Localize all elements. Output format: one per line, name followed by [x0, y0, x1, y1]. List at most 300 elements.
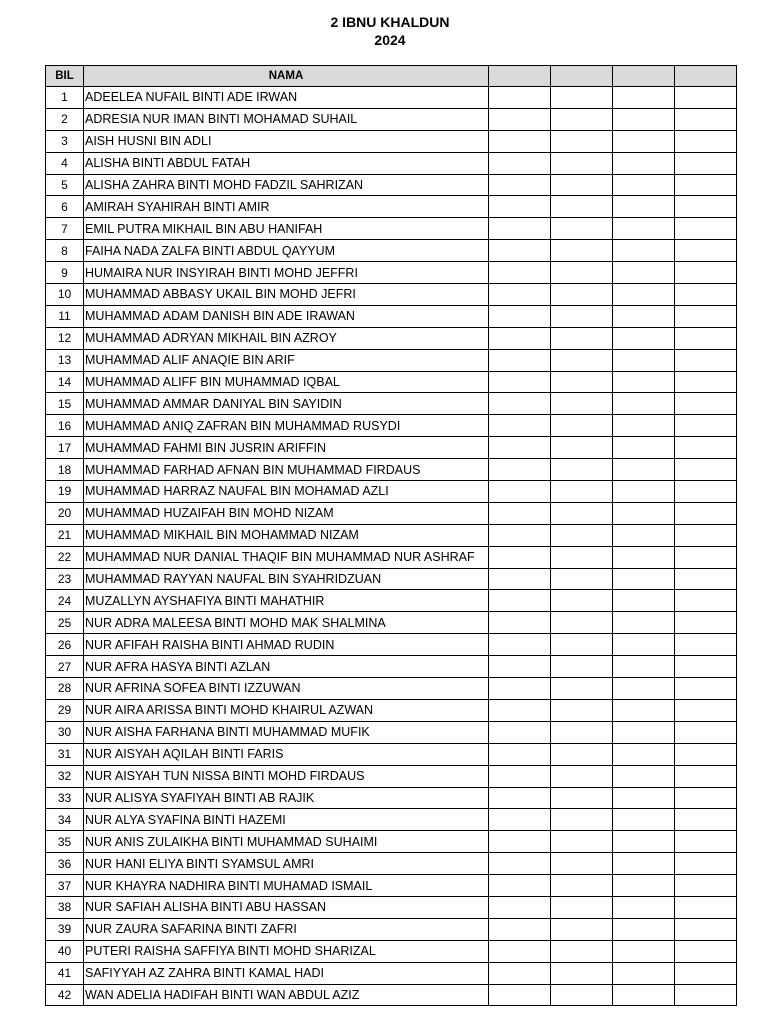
blank-cell [675, 152, 737, 174]
student-name: MUHAMMAD NUR DANIAL THAQIF BIN MUHAMMAD NUR ASHRAF [84, 546, 489, 568]
table-row [46, 349, 737, 371]
student-name: ADRESIA NUR IMAN BINTI MOHAMAD SUHAIL [84, 108, 489, 130]
blank-cell [613, 896, 675, 918]
table-row [46, 678, 737, 700]
page-year: 2024 [374, 32, 406, 48]
blank-cell [675, 809, 737, 831]
row-number: 40 [46, 940, 84, 962]
blank-cell [613, 590, 675, 612]
blank-cell [489, 108, 551, 130]
blank-cell [551, 984, 613, 1006]
row-number: 15 [46, 393, 84, 415]
blank-cell [613, 918, 675, 940]
blank-cell [551, 196, 613, 218]
blank-cell [489, 152, 551, 174]
blank-cell [551, 940, 613, 962]
blank-cell [675, 590, 737, 612]
blank-cell [489, 502, 551, 524]
table-row [46, 481, 737, 503]
table-row [46, 218, 737, 240]
table-row [46, 853, 737, 875]
blank-cell [675, 678, 737, 700]
blank-cell [489, 743, 551, 765]
table-body [46, 87, 737, 1006]
blank-cell [489, 240, 551, 262]
blank-cell [489, 305, 551, 327]
row-number: 4 [46, 152, 84, 174]
student-name: NUR KHAYRA NADHIRA BINTI MUHAMAD ISMAIL [84, 875, 489, 897]
blank-cell [551, 524, 613, 546]
blank-cell [675, 87, 737, 109]
blank-cell [675, 481, 737, 503]
blank-cell [489, 721, 551, 743]
blank-cell [551, 853, 613, 875]
row-number: 42 [46, 984, 84, 1006]
blank-cell [613, 546, 675, 568]
blank-cell [551, 809, 613, 831]
table-row [46, 371, 737, 393]
row-number: 31 [46, 743, 84, 765]
blank-cell [675, 284, 737, 306]
student-name: NUR ADRA MALEESA BINTI MOHD MAK SHALMINA [84, 612, 489, 634]
table-row [46, 174, 737, 196]
blank-cell [675, 831, 737, 853]
blank-cell [675, 393, 737, 415]
blank-cell [675, 240, 737, 262]
blank-cell [551, 568, 613, 590]
row-number: 12 [46, 327, 84, 349]
blank-cell [613, 962, 675, 984]
table-row [46, 415, 737, 437]
blank-cell [613, 678, 675, 700]
blank-cell [551, 590, 613, 612]
blank-cell [489, 918, 551, 940]
blank-cell [675, 415, 737, 437]
blank-cell [489, 634, 551, 656]
blank-cell [551, 108, 613, 130]
student-name: ALISHA BINTI ABDUL FATAH [84, 152, 489, 174]
row-number: 5 [46, 174, 84, 196]
blank-cell [675, 656, 737, 678]
row-number: 39 [46, 918, 84, 940]
blank-cell [675, 349, 737, 371]
table-row [46, 546, 737, 568]
table-row [46, 459, 737, 481]
blank-cell [489, 765, 551, 787]
student-name: NUR ANIS ZULAIKHA BINTI MUHAMMAD SUHAIMI [84, 831, 489, 853]
blank-cell [489, 218, 551, 240]
blank-cell [613, 853, 675, 875]
blank-cell [551, 305, 613, 327]
blank-cell [675, 787, 737, 809]
blank-cell [551, 634, 613, 656]
blank-cell [613, 327, 675, 349]
table-row [46, 831, 737, 853]
column-header-nama: NAMA [84, 66, 489, 87]
blank-cell [551, 656, 613, 678]
table-row [46, 787, 737, 809]
blank-cell [675, 984, 737, 1006]
blank-cell [489, 87, 551, 109]
row-number: 11 [46, 305, 84, 327]
table-row [46, 962, 737, 984]
blank-cell [613, 656, 675, 678]
student-name: AMIRAH SYAHIRAH BINTI AMIR [84, 196, 489, 218]
blank-cell [551, 393, 613, 415]
blank-cell [551, 875, 613, 897]
student-name: AISH HUSNI BIN ADLI [84, 130, 489, 152]
blank-cell [489, 415, 551, 437]
student-name: MUHAMMAD HUZAIFAH BIN MOHD NIZAM [84, 502, 489, 524]
row-number: 19 [46, 481, 84, 503]
row-number: 25 [46, 612, 84, 634]
table-row [46, 634, 737, 656]
student-name: NUR AFIFAH RAISHA BINTI AHMAD RUDIN [84, 634, 489, 656]
blank-cell [613, 87, 675, 109]
blank-cell [551, 546, 613, 568]
blank-cell [551, 152, 613, 174]
student-name: WAN ADELIA HADIFAH BINTI WAN ABDUL AZIZ [84, 984, 489, 1006]
row-number: 29 [46, 699, 84, 721]
table-row [46, 87, 737, 109]
student-name: MUHAMMAD ALIFF BIN MUHAMMAD IQBAL [84, 371, 489, 393]
blank-cell [551, 787, 613, 809]
blank-cell [613, 284, 675, 306]
table-row [46, 393, 737, 415]
blank-cell [489, 327, 551, 349]
row-number: 21 [46, 524, 84, 546]
blank-cell [489, 853, 551, 875]
blank-cell [551, 831, 613, 853]
blank-cell [675, 524, 737, 546]
table-row [46, 918, 737, 940]
blank-cell [613, 130, 675, 152]
blank-cell [551, 415, 613, 437]
row-number: 3 [46, 130, 84, 152]
student-name: NUR AIRA ARISSA BINTI MOHD KHAIRUL AZWAN [84, 699, 489, 721]
table-row [46, 502, 737, 524]
blank-cell [551, 371, 613, 393]
blank-cell [489, 940, 551, 962]
row-number: 2 [46, 108, 84, 130]
student-name: MUHAMMAD AMMAR DANIYAL BIN SAYIDIN [84, 393, 489, 415]
blank-cell [551, 327, 613, 349]
blank-cell [613, 875, 675, 897]
blank-cell [489, 831, 551, 853]
student-name: PUTERI RAISHA SAFFIYA BINTI MOHD SHARIZAL [84, 940, 489, 962]
blank-cell [489, 524, 551, 546]
student-name: MUHAMMAD MIKHAIL BIN MOHAMMAD NIZAM [84, 524, 489, 546]
student-name: NUR SAFIAH ALISHA BINTI ABU HASSAN [84, 896, 489, 918]
table-row [46, 568, 737, 590]
row-number: 27 [46, 656, 84, 678]
blank-cell [489, 962, 551, 984]
student-name: NUR AISYAH AQILAH BINTI FARIS [84, 743, 489, 765]
student-name: MUHAMMAD RAYYAN NAUFAL BIN SYAHRIDZUAN [84, 568, 489, 590]
blank-cell [675, 743, 737, 765]
student-name: MUHAMMAD FAHMI BIN JUSRIN ARIFFIN [84, 437, 489, 459]
table-row [46, 721, 737, 743]
blank-cell [675, 875, 737, 897]
blank-cell [613, 393, 675, 415]
blank-cell [613, 196, 675, 218]
blank-cell [675, 962, 737, 984]
row-number: 1 [46, 87, 84, 109]
blank-cell [551, 896, 613, 918]
student-name: SAFIYYAH AZ ZAHRA BINTI KAMAL HADI [84, 962, 489, 984]
student-name: MUHAMMAD ANIQ ZAFRAN BIN MUHAMMAD RUSYDI [84, 415, 489, 437]
student-name: EMIL PUTRA MIKHAIL BIN ABU HANIFAH [84, 218, 489, 240]
table-row [46, 240, 737, 262]
table-row [46, 284, 737, 306]
student-name: NUR HANI ELIYA BINTI SYAMSUL AMRI [84, 853, 489, 875]
student-name: NUR ALYA SYAFINA BINTI HAZEMI [84, 809, 489, 831]
blank-cell [489, 262, 551, 284]
row-number: 7 [46, 218, 84, 240]
row-number: 6 [46, 196, 84, 218]
blank-cell [613, 984, 675, 1006]
row-number: 20 [46, 502, 84, 524]
blank-cell [551, 240, 613, 262]
blank-cell [551, 918, 613, 940]
table-row [46, 152, 737, 174]
row-number: 18 [46, 459, 84, 481]
blank-cell [675, 568, 737, 590]
blank-cell [675, 218, 737, 240]
blank-cell [489, 437, 551, 459]
blank-cell [675, 546, 737, 568]
blank-cell [551, 765, 613, 787]
student-name: NUR AFRINA SOFEA BINTI IZZUWAN [84, 678, 489, 700]
blank-cell [675, 918, 737, 940]
row-number: 36 [46, 853, 84, 875]
blank-cell [489, 546, 551, 568]
student-name: MUHAMMAD ADRYAN MIKHAIL BIN AZROY [84, 327, 489, 349]
blank-cell [489, 787, 551, 809]
blank-cell [613, 305, 675, 327]
student-name: NUR AISHA FARHANA BINTI MUHAMMAD MUFIK [84, 721, 489, 743]
row-number: 24 [46, 590, 84, 612]
table-row [46, 130, 737, 152]
student-name: NUR ZAURA SAFARINA BINTI ZAFRI [84, 918, 489, 940]
row-number: 37 [46, 875, 84, 897]
table-row [46, 656, 737, 678]
student-name: NUR ALISYA SYAFIYAH BINTI AB RAJIK [84, 787, 489, 809]
table-row [46, 327, 737, 349]
blank-cell [551, 612, 613, 634]
blank-cell [489, 481, 551, 503]
blank-cell [675, 502, 737, 524]
blank-cell [613, 108, 675, 130]
blank-cell [489, 678, 551, 700]
blank-cell [551, 459, 613, 481]
page-title: 2 IBNU KHALDUN [330, 14, 450, 30]
blank-cell [489, 130, 551, 152]
blank-cell [613, 459, 675, 481]
table-row [46, 765, 737, 787]
blank-cell [489, 371, 551, 393]
blank-cell [613, 349, 675, 371]
row-number: 9 [46, 262, 84, 284]
blank-cell [675, 721, 737, 743]
blank-cell [551, 87, 613, 109]
blank-cell [675, 305, 737, 327]
table-row [46, 196, 737, 218]
table-row [46, 896, 737, 918]
student-name: HUMAIRA NUR INSYIRAH BINTI MOHD JEFFRI [84, 262, 489, 284]
row-number: 22 [46, 546, 84, 568]
table-row [46, 743, 737, 765]
blank-cell [675, 437, 737, 459]
table-row [46, 984, 737, 1006]
blank-cell [489, 809, 551, 831]
student-name: MUZALLYN AYSHAFIYA BINTI MAHATHIR [84, 590, 489, 612]
blank-cell [613, 174, 675, 196]
blank-cell [489, 196, 551, 218]
column-header-blank [675, 66, 737, 87]
blank-cell [675, 108, 737, 130]
blank-cell [613, 262, 675, 284]
row-number: 8 [46, 240, 84, 262]
blank-cell [489, 568, 551, 590]
blank-cell [551, 284, 613, 306]
blank-cell [613, 502, 675, 524]
blank-cell [675, 765, 737, 787]
blank-cell [613, 218, 675, 240]
blank-cell [675, 612, 737, 634]
blank-cell [675, 371, 737, 393]
blank-cell [613, 743, 675, 765]
blank-cell [551, 174, 613, 196]
blank-cell [551, 699, 613, 721]
row-number: 13 [46, 349, 84, 371]
blank-cell [613, 152, 675, 174]
student-name: FAIHA NADA ZALFA BINTI ABDUL QAYYUM [84, 240, 489, 262]
blank-cell [551, 678, 613, 700]
blank-cell [613, 524, 675, 546]
table-row [46, 437, 737, 459]
blank-cell [675, 634, 737, 656]
blank-cell [489, 612, 551, 634]
table-row [46, 875, 737, 897]
table-row [46, 809, 737, 831]
blank-cell [489, 174, 551, 196]
blank-cell [551, 721, 613, 743]
row-number: 14 [46, 371, 84, 393]
blank-cell [675, 262, 737, 284]
row-number: 41 [46, 962, 84, 984]
row-number: 38 [46, 896, 84, 918]
blank-cell [613, 240, 675, 262]
blank-cell [675, 174, 737, 196]
table-header-row [46, 66, 737, 87]
blank-cell [613, 612, 675, 634]
row-number: 35 [46, 831, 84, 853]
blank-cell [613, 568, 675, 590]
blank-cell [489, 656, 551, 678]
column-header-bil: BIL [46, 66, 84, 87]
blank-cell [613, 831, 675, 853]
blank-cell [551, 437, 613, 459]
column-header-blank [551, 66, 613, 87]
blank-cell [489, 699, 551, 721]
blank-cell [613, 437, 675, 459]
blank-cell [613, 371, 675, 393]
blank-cell [489, 896, 551, 918]
blank-cell [675, 130, 737, 152]
table-row [46, 699, 737, 721]
row-number: 33 [46, 787, 84, 809]
blank-cell [613, 940, 675, 962]
row-number: 26 [46, 634, 84, 656]
blank-cell [551, 262, 613, 284]
blank-cell [613, 481, 675, 503]
column-header-blank [613, 66, 675, 87]
row-number: 10 [46, 284, 84, 306]
blank-cell [675, 940, 737, 962]
blank-cell [489, 284, 551, 306]
blank-cell [675, 196, 737, 218]
blank-cell [551, 962, 613, 984]
blank-cell [489, 349, 551, 371]
blank-cell [613, 721, 675, 743]
blank-cell [675, 459, 737, 481]
table-row [46, 262, 737, 284]
row-number: 34 [46, 809, 84, 831]
row-number: 16 [46, 415, 84, 437]
row-number: 23 [46, 568, 84, 590]
table-row [46, 940, 737, 962]
table-row [46, 590, 737, 612]
blank-cell [613, 809, 675, 831]
table-row [46, 524, 737, 546]
blank-cell [675, 896, 737, 918]
table-row [46, 108, 737, 130]
blank-cell [613, 634, 675, 656]
table-row [46, 612, 737, 634]
blank-cell [489, 875, 551, 897]
student-table [45, 65, 737, 1006]
student-name: MUHAMMAD ABBASY UKAIL BIN MOHD JEFRI [84, 284, 489, 306]
blank-cell [551, 130, 613, 152]
blank-cell [489, 984, 551, 1006]
blank-cell [489, 393, 551, 415]
blank-cell [551, 743, 613, 765]
student-name: MUHAMMAD HARRAZ NAUFAL BIN MOHAMAD AZLI [84, 481, 489, 503]
column-header-blank [489, 66, 551, 87]
blank-cell [551, 502, 613, 524]
blank-cell [489, 590, 551, 612]
row-number: 32 [46, 765, 84, 787]
blank-cell [675, 853, 737, 875]
blank-cell [675, 699, 737, 721]
blank-cell [489, 459, 551, 481]
student-name: MUHAMMAD FARHAD AFNAN BIN MUHAMMAD FIRDAUS [84, 459, 489, 481]
blank-cell [613, 787, 675, 809]
blank-cell [551, 218, 613, 240]
blank-cell [613, 765, 675, 787]
row-number: 28 [46, 678, 84, 700]
student-name: MUHAMMAD ALIF ANAQIE BIN ARIF [84, 349, 489, 371]
student-name: ALISHA ZAHRA BINTI MOHD FADZIL SAHRIZAN [84, 174, 489, 196]
student-name: NUR AISYAH TUN NISSA BINTI MOHD FIRDAUS [84, 765, 489, 787]
row-number: 30 [46, 721, 84, 743]
student-name: ADEELEA NUFAIL BINTI ADE IRWAN [84, 87, 489, 109]
blank-cell [551, 349, 613, 371]
student-name: MUHAMMAD ADAM DANISH BIN ADE IRAWAN [84, 305, 489, 327]
blank-cell [613, 699, 675, 721]
blank-cell [613, 415, 675, 437]
